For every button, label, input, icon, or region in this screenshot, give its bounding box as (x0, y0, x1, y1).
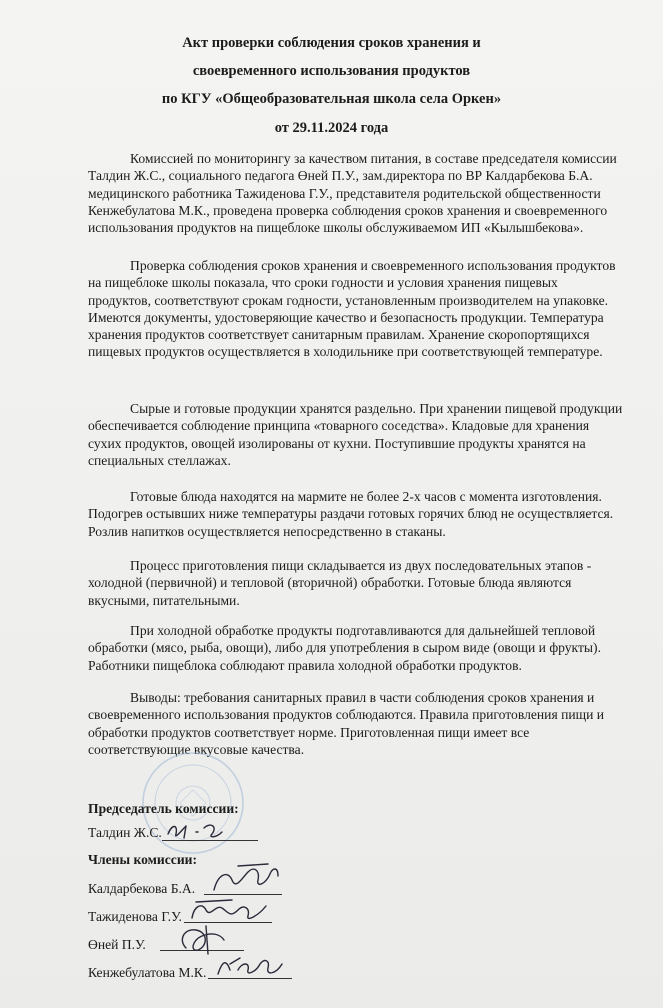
paragraph-cooking-process: Процесс приготовления пищи складывается из двух последовательных этапов - холодной (первичной) и тепловой (вторичной) обработки. Готовые блюда являются вкусными, питательными. (88, 558, 592, 608)
member-signature (212, 950, 288, 980)
member-name: Өней П.У. (88, 937, 146, 952)
member-name: Кенжебулатова М.К. (88, 965, 207, 980)
act-date: от 29.11.2024 года (274, 120, 389, 136)
title-line-1: Акт проверки соблюдения сроков хранения и (182, 35, 481, 51)
paragraph-ready-meals: Готовые блюда находятся на мармите не более 2-х часов с момента изготовления. Подогрев остывших ниже температуры раздачи готовых горячих блюд не осуществляется. Розлив напитков осуществляется непосредственно в стаканы. (88, 489, 614, 539)
chairman-heading: Председатель комиссии: (88, 801, 239, 816)
chairman-name: Талдин Ж.С. (88, 825, 162, 840)
paragraph-conclusions: Выводы: требования санитарных правил в части соблюдения сроков хранения и своевременного использования продуктов соблюдаются. Правила приготовления пищи и обработки продуктов соответствует норме. Приготовленная пищи имеет все соответствующие вкусовые качества. (88, 690, 605, 757)
paragraph-commission: Комиссией по мониторингу за качеством питания, в составе председателя комиссии Талдин Ж.С., социального педагога Өней П.У., зам.директора по ВР Калдарбекова Б.А. медицинского работника Тажиденова Г.У., представителя родительской общественности Кенжебулатова М.К., проведена проверка соблюдения сроков хранения и своевременного использования продуктов на пищеблоке школы обслуживаемом ИП «Кылышбекова». (88, 151, 617, 236)
title-line-2: своевременного использования продуктов (192, 63, 471, 79)
paragraph-storage-check: Проверка соблюдения сроков хранения и своевременного использования продуктов на пищеблоке школы показала, что сроки годности и условия хранения пищевых продуктов, соответствуют срокам годности, установленным производителем на упаковке. Имеются документы, удостоверяющие качество и безопасность продукции. Температура хранения продуктов соответствует санитарным правилам. Хранение скоропортящихся пищевых продуктов осуществляется в холодильнике при соответствующей температуре. (88, 258, 616, 360)
member-signature (186, 896, 272, 924)
title-line-3: по КГУ «Общеобразовательная школа села Оркен» (161, 91, 502, 107)
member-name: Калдарбекова Б.А. (88, 881, 196, 896)
member-name: Тажиденова Г.У. (88, 909, 182, 924)
paragraph-cold-processing: При холодной обработке продукты подготавливаются для дальнейшей тепловой обработки (мясо, рыба, овощи), либо для употребления в сыром виде (овощи и фрукты). Работники пищеблока соблюдают правила холодной обработки продуктов. (88, 623, 601, 673)
paragraph-separate-storage: Сырые и готовые продукции хранятся раздельно. При хранении пищевой продукции обеспечивается соблюдение принципа «товарного соседства». Кладовые для хранения сухих продуктов, овощей изолированы от кухни. Поступившие продукты хранятся на специальных стеллажах. (88, 401, 623, 468)
members-heading: Члены комиссии: (88, 852, 198, 867)
chairman-signature (164, 818, 236, 842)
member-signature (208, 860, 284, 898)
